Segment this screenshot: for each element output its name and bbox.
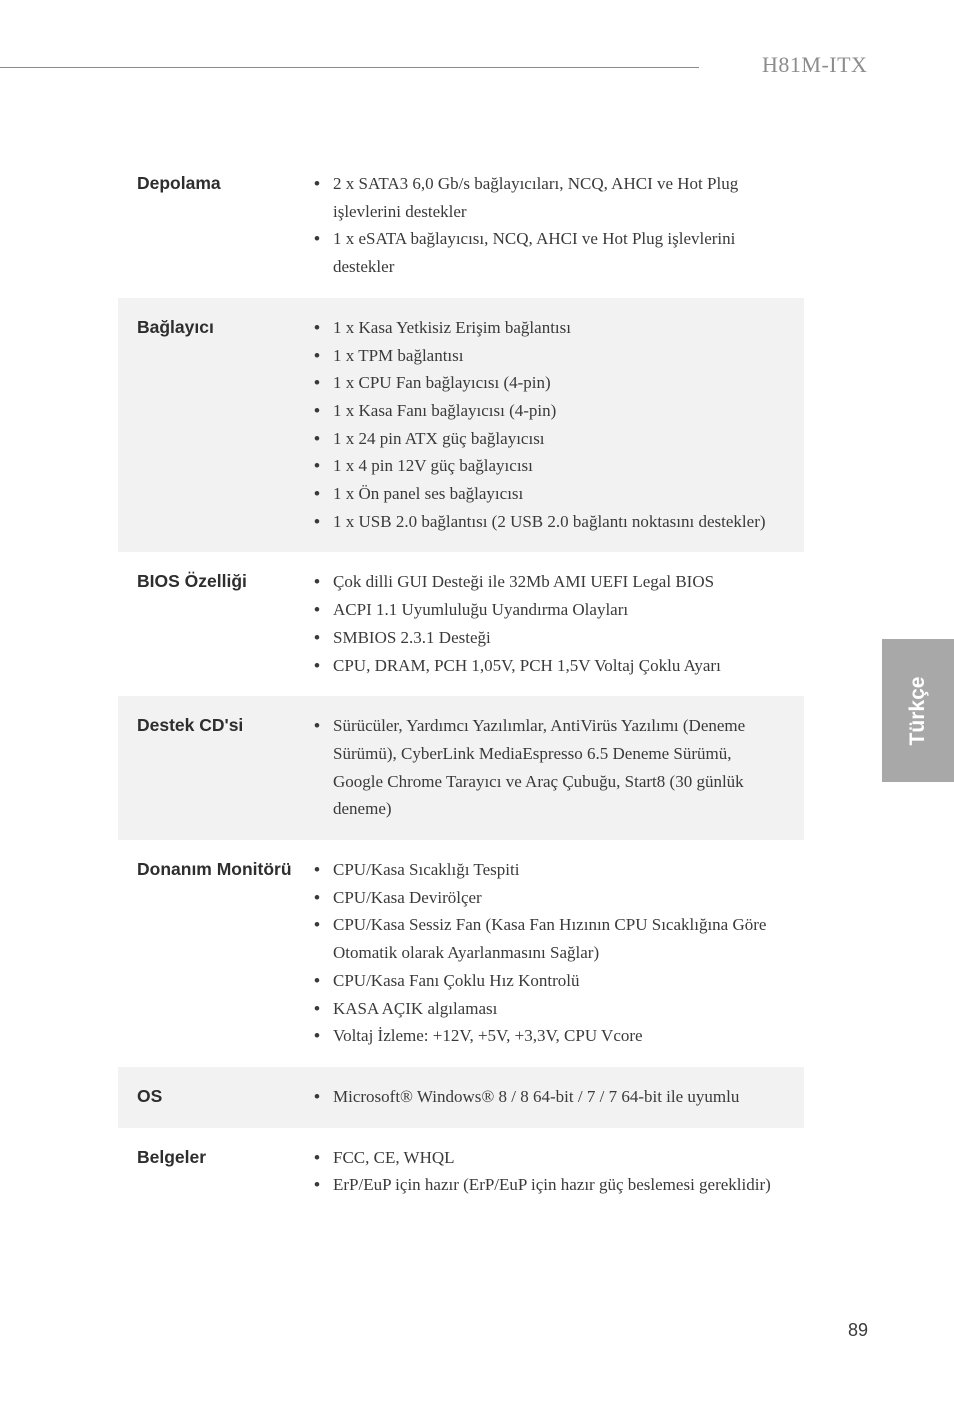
spec-label: Destek CD'si	[137, 715, 244, 736]
spec-label: Belgeler	[137, 1146, 207, 1167]
language-tab-label: Türkçe	[906, 676, 929, 745]
spec-items	[313, 170, 804, 281]
spec-item: • 1 x USB 2.0 bağlantısı (2 USB 2.0 bağlantı noktasını destekler)	[313, 508, 804, 536]
spec-row	[118, 840, 804, 1067]
spec-item: • KASA AÇIK algılaması	[313, 995, 804, 1023]
spec-item: • 1 x 4 pin 12V güç bağlayıcısı	[313, 452, 804, 480]
spec-item: • 1 x Kasa Yetkisiz Erişim bağlantısı	[313, 314, 804, 342]
spec-item: • 1 x TPM bağlantısı	[313, 342, 804, 370]
spec-items	[313, 712, 804, 823]
spec-item: • CPU/Kasa Sessiz Fan (Kasa Fan Hızının CPU Sıcaklığına Göre Otomatik olarak Ayarlanmasını Sağlar)	[313, 911, 804, 966]
spec-item: • Çok dilli GUI Desteği ile 32Mb AMI UEFI Legal BIOS	[313, 568, 804, 596]
spec-items	[313, 1144, 804, 1199]
spec-row	[118, 696, 804, 840]
spec-items	[313, 856, 804, 1050]
spec-row	[118, 298, 804, 553]
spec-label: Bağlayıcı	[137, 316, 214, 337]
spec-items	[313, 1083, 804, 1111]
spec-label: Donanım Monitörü	[137, 859, 292, 880]
spec-label: OS	[137, 1085, 163, 1106]
spec-item: • Sürücüler, Yardımcı Yazılımlar, AntiVirüs Yazılımı (Deneme Sürümü), CyberLink MediaEspresso 6.5 Deneme Sürümü, Google Chrome Tarayıcı ve Araç Çubuğu, Start8 (30 günlük deneme)	[313, 712, 804, 823]
spec-item: • ACPI 1.1 Uyumluluğu Uyandırma Olayları	[313, 596, 804, 624]
spec-label: Depolama	[137, 173, 221, 193]
spec-item: • 1 x 24 pin ATX güç bağlayıcısı	[313, 425, 804, 453]
language-tab[interactable]	[882, 639, 954, 782]
spec-items	[313, 314, 804, 536]
spec-item: • 1 x Ön panel ses bağlayıcısı	[313, 480, 804, 508]
header-rule	[0, 67, 699, 68]
spec-item: • CPU/Kasa Sıcaklığı Tespiti	[313, 856, 804, 884]
spec-item: • SMBIOS 2.3.1 Desteği	[313, 624, 804, 652]
spec-item: • CPU/Kasa Devirölçer	[313, 884, 804, 912]
spec-row	[118, 1128, 804, 1216]
spec-item: • 2 x SATA3 6,0 Gb/s bağlayıcıları, NCQ, AHCI ve Hot Plug işlevlerini destekler	[313, 170, 804, 225]
spec-item: • Voltaj İzleme: +12V, +5V, +3,3V, CPU Vcore	[313, 1022, 804, 1050]
spec-label: BIOS Özelliği	[137, 571, 247, 592]
spec-item: • CPU, DRAM, PCH 1,05V, PCH 1,5V Voltaj Çoklu Ayarı	[313, 652, 804, 680]
spec-item: • ErP/EuP için hazır (ErP/EuP için hazır güç beslemesi gereklidir)	[313, 1171, 804, 1199]
spec-item: • 1 x eSATA bağlayıcısı, NCQ, AHCI ve Hot Plug işlevlerini destekler	[313, 225, 804, 280]
spec-item: • CPU/Kasa Fanı Çoklu Hız Kontrolü	[313, 967, 804, 995]
spec-item: • 1 x CPU Fan bağlayıcısı (4-pin)	[313, 369, 804, 397]
page-number: 89	[848, 1320, 869, 1340]
spec-row	[118, 552, 804, 696]
spec-row	[118, 154, 804, 298]
spec-row	[118, 1067, 804, 1128]
spec-item: • FCC, CE, WHQL	[313, 1144, 804, 1172]
spec-items	[313, 568, 804, 679]
spec-item: • Microsoft® Windows® 8 / 8 64-bit / 7 / 7 64-bit ile uyumlu	[313, 1083, 804, 1111]
model-title: H81M-ITX	[762, 52, 868, 77]
spec-item: • 1 x Kasa Fanı bağlayıcısı (4-pin)	[313, 397, 804, 425]
spec-table	[118, 154, 804, 1216]
